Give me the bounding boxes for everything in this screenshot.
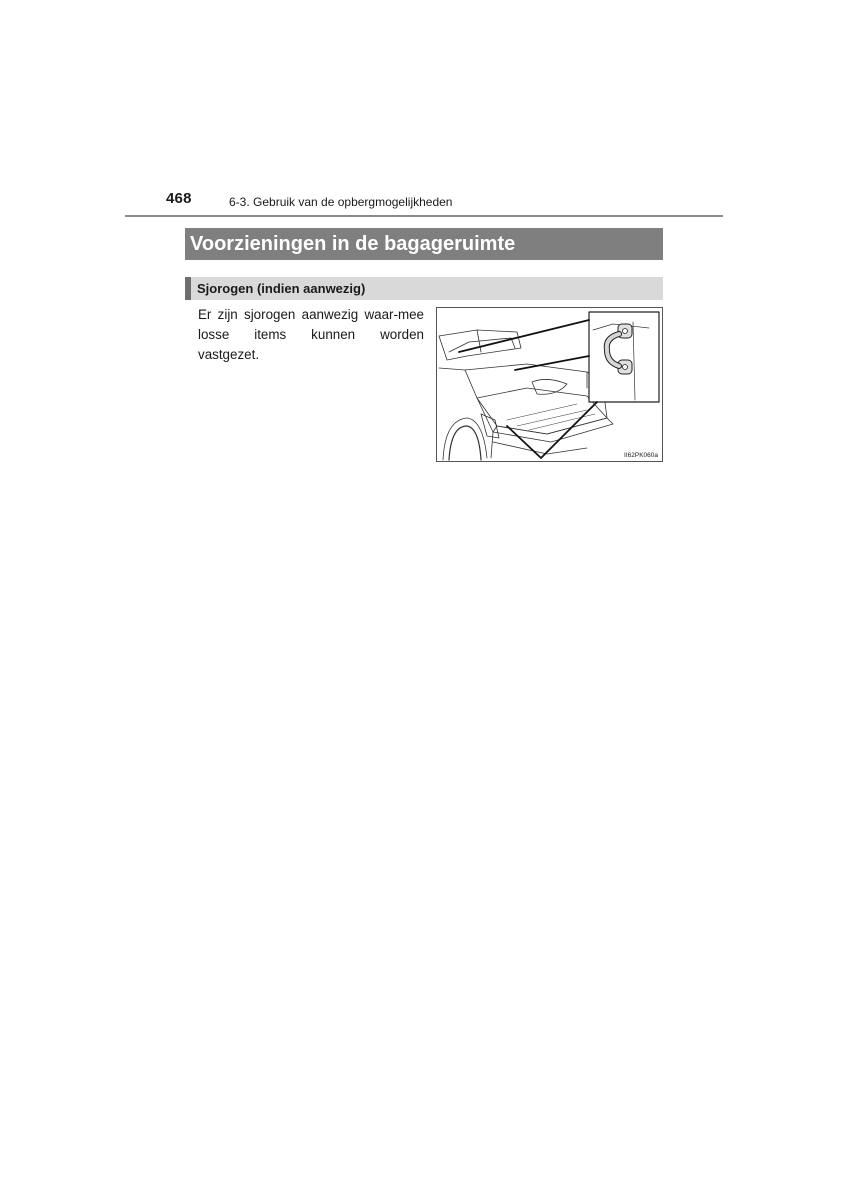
bolt-top xyxy=(623,329,628,334)
bolt-bottom xyxy=(623,365,628,370)
header-rule xyxy=(125,215,723,217)
bumper xyxy=(493,442,587,454)
subsection-title: Sjorogen (indien aanwezig) xyxy=(197,281,366,296)
bed-rail xyxy=(532,379,567,394)
figure-frame xyxy=(436,307,663,462)
section-title: Voorzieningen in de bagageruimte xyxy=(185,228,663,260)
page-number: 468 xyxy=(166,190,192,207)
figure-code: II62PK060a xyxy=(624,452,658,459)
subsection-accent xyxy=(185,277,191,300)
tire xyxy=(449,426,481,460)
running-header: 6-3. Gebruik van de opbergmogelijkheden xyxy=(229,195,453,209)
tie-down-hook-illustration xyxy=(437,308,662,461)
subsection-heading xyxy=(185,277,663,300)
body-text: Er zijn sjorogen aanwezig waar-mee losse items kunnen worden vastgezet. xyxy=(198,307,424,362)
